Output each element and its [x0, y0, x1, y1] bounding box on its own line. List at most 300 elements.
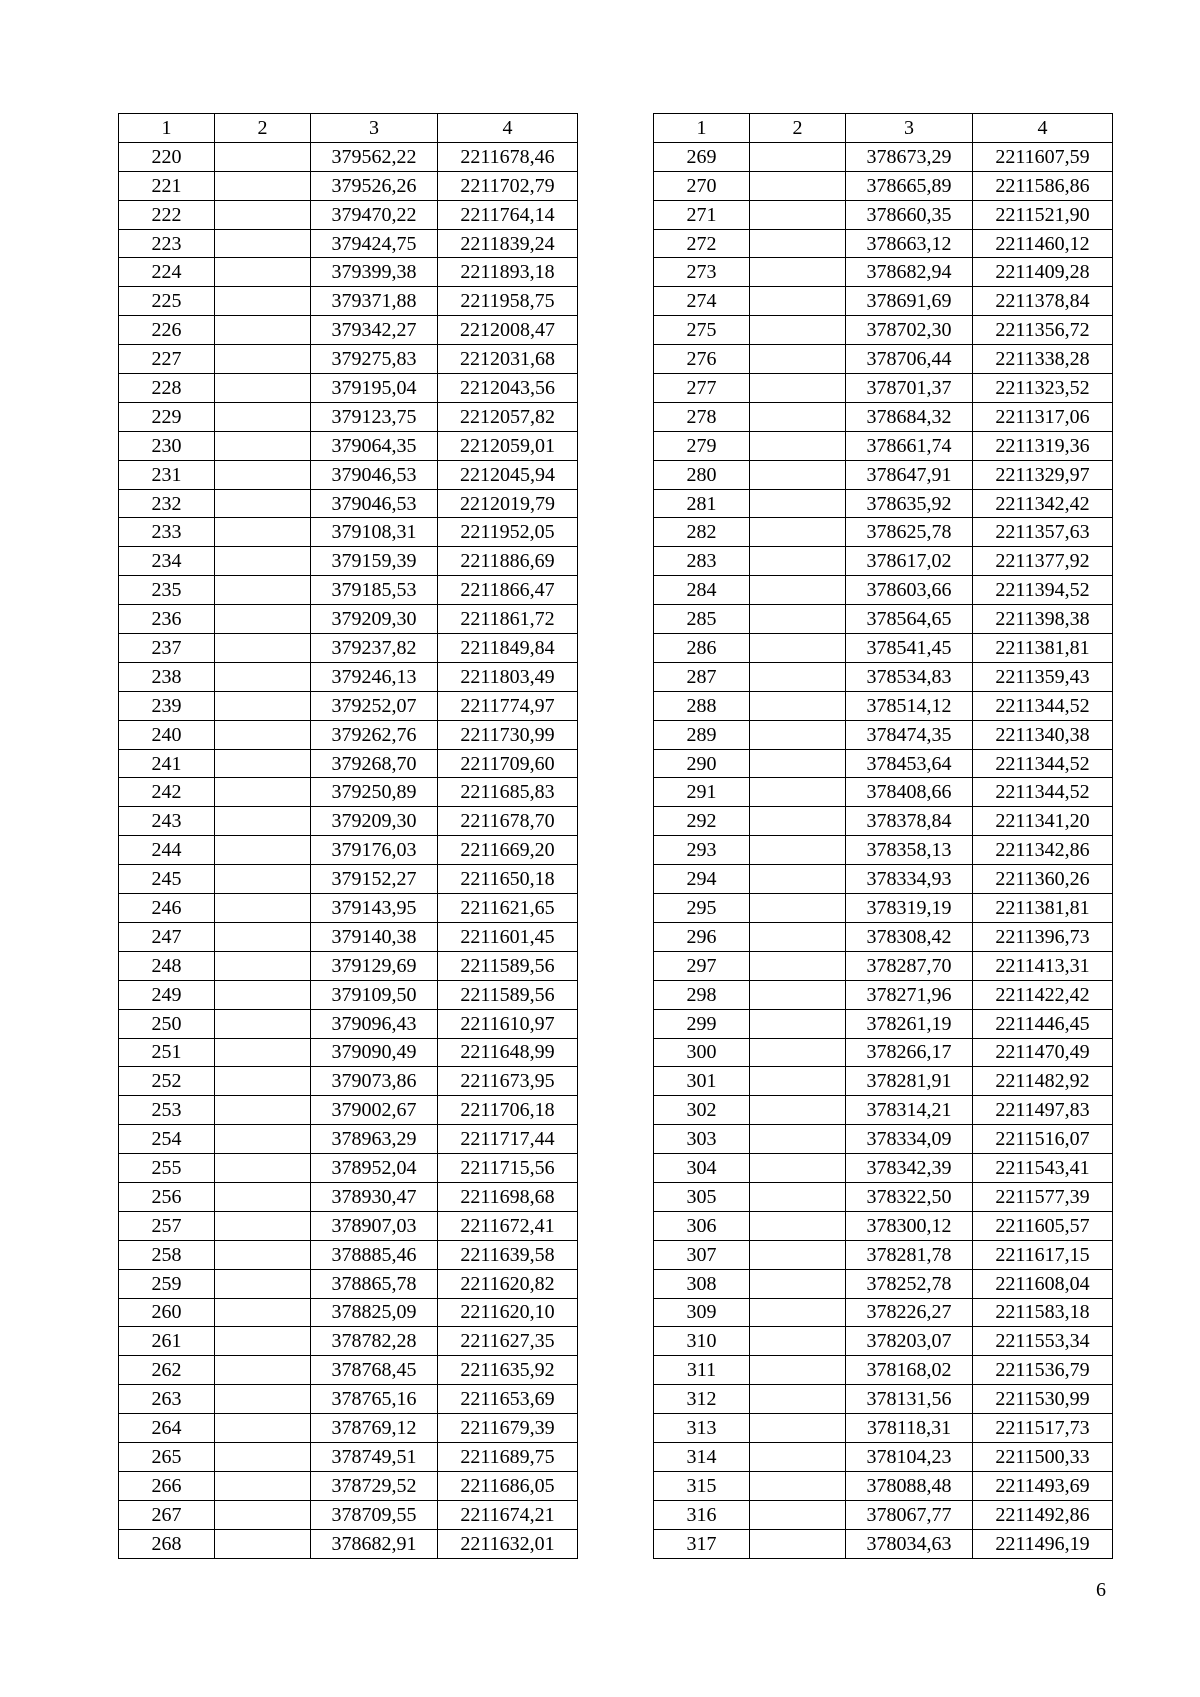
- x-coordinate-cell: 378682,94: [846, 258, 973, 287]
- point-number-cell: 227: [119, 345, 215, 374]
- empty-cell: [750, 1414, 846, 1443]
- x-coordinate-cell: 379262,76: [311, 720, 438, 749]
- empty-cell: [215, 1356, 311, 1385]
- table-row: [654, 402, 1113, 431]
- y-coordinate-cell: 2211381,81: [973, 894, 1113, 923]
- empty-cell: [215, 316, 311, 345]
- y-coordinate-cell: 2211394,52: [973, 576, 1113, 605]
- y-coordinate-cell: 2211669,20: [438, 836, 578, 865]
- header-cell-4: 4: [973, 114, 1113, 143]
- y-coordinate-cell: 2211702,79: [438, 171, 578, 200]
- table-row: [119, 778, 578, 807]
- table-row: [119, 460, 578, 489]
- x-coordinate-cell: 379209,30: [311, 605, 438, 634]
- y-coordinate-cell: 2211329,97: [973, 460, 1113, 489]
- table-row: [119, 1471, 578, 1500]
- y-coordinate-cell: 2211608,04: [973, 1269, 1113, 1298]
- empty-cell: [750, 316, 846, 345]
- x-coordinate-cell: 378453,64: [846, 749, 973, 778]
- point-number-cell: 244: [119, 836, 215, 865]
- table-row: [654, 1414, 1113, 1443]
- table-row: [119, 200, 578, 229]
- x-coordinate-cell: 378673,29: [846, 142, 973, 171]
- point-number-cell: 259: [119, 1269, 215, 1298]
- x-coordinate-cell: 378541,45: [846, 634, 973, 663]
- y-coordinate-cell: 2211377,92: [973, 547, 1113, 576]
- x-coordinate-cell: 378765,16: [311, 1385, 438, 1414]
- point-number-cell: 266: [119, 1471, 215, 1500]
- y-coordinate-cell: 2211620,82: [438, 1269, 578, 1298]
- empty-cell: [215, 547, 311, 576]
- y-coordinate-cell: 2211610,97: [438, 1009, 578, 1038]
- point-number-cell: 237: [119, 634, 215, 663]
- point-number-cell: 310: [654, 1327, 750, 1356]
- table-row: [654, 662, 1113, 691]
- x-coordinate-cell: 378358,13: [846, 836, 973, 865]
- x-coordinate-cell: 379562,22: [311, 142, 438, 171]
- table-row: [654, 1471, 1113, 1500]
- x-coordinate-cell: 379046,53: [311, 489, 438, 518]
- y-coordinate-cell: 2211493,69: [973, 1471, 1113, 1500]
- header-cell-2: 2: [750, 114, 846, 143]
- point-number-cell: 224: [119, 258, 215, 287]
- y-coordinate-cell: 2211673,95: [438, 1067, 578, 1096]
- point-number-cell: 304: [654, 1154, 750, 1183]
- point-number-cell: 268: [119, 1529, 215, 1558]
- y-coordinate-cell: 2211803,49: [438, 662, 578, 691]
- x-coordinate-cell: 378474,35: [846, 720, 973, 749]
- x-coordinate-cell: 378682,91: [311, 1529, 438, 1558]
- point-number-cell: 257: [119, 1211, 215, 1240]
- empty-cell: [750, 836, 846, 865]
- table-row: [119, 634, 578, 663]
- point-number-cell: 242: [119, 778, 215, 807]
- coordinates-table-left: [118, 113, 578, 1559]
- point-number-cell: 293: [654, 836, 750, 865]
- point-number-cell: 233: [119, 518, 215, 547]
- x-coordinate-cell: 378408,66: [846, 778, 973, 807]
- y-coordinate-cell: 2211536,79: [973, 1356, 1113, 1385]
- table-row: [119, 1269, 578, 1298]
- y-coordinate-cell: 2211764,14: [438, 200, 578, 229]
- x-coordinate-cell: 379195,04: [311, 374, 438, 403]
- y-coordinate-cell: 2211715,56: [438, 1154, 578, 1183]
- x-coordinate-cell: 379209,30: [311, 807, 438, 836]
- x-coordinate-cell: 379109,50: [311, 980, 438, 1009]
- y-coordinate-cell: 2211648,99: [438, 1038, 578, 1067]
- empty-cell: [215, 951, 311, 980]
- point-number-cell: 256: [119, 1182, 215, 1211]
- table-row: [119, 1529, 578, 1558]
- point-number-cell: 241: [119, 749, 215, 778]
- point-number-cell: 236: [119, 605, 215, 634]
- y-coordinate-cell: 2211674,21: [438, 1500, 578, 1529]
- table-row: [119, 374, 578, 403]
- table-row: [119, 1096, 578, 1125]
- empty-cell: [215, 836, 311, 865]
- table-row: [119, 1211, 578, 1240]
- point-number-cell: 277: [654, 374, 750, 403]
- x-coordinate-cell: 378131,56: [846, 1385, 973, 1414]
- x-coordinate-cell: 378952,04: [311, 1154, 438, 1183]
- table-row: [654, 1500, 1113, 1529]
- x-coordinate-cell: 378378,84: [846, 807, 973, 836]
- y-coordinate-cell: 2211413,31: [973, 951, 1113, 980]
- y-coordinate-cell: 2211357,63: [973, 518, 1113, 547]
- x-coordinate-cell: 379342,27: [311, 316, 438, 345]
- y-coordinate-cell: 2211422,42: [973, 980, 1113, 1009]
- y-coordinate-cell: 2212057,82: [438, 402, 578, 431]
- empty-cell: [215, 518, 311, 547]
- header-cell-3: 3: [846, 114, 973, 143]
- point-number-cell: 306: [654, 1211, 750, 1240]
- y-coordinate-cell: 2211589,56: [438, 951, 578, 980]
- x-coordinate-cell: 378603,66: [846, 576, 973, 605]
- x-coordinate-cell: 378088,48: [846, 1471, 973, 1500]
- empty-cell: [215, 1125, 311, 1154]
- empty-cell: [750, 576, 846, 605]
- table-row: [654, 1125, 1113, 1154]
- point-number-cell: 239: [119, 691, 215, 720]
- table-header-row: [654, 114, 1113, 143]
- table-row: [119, 1298, 578, 1327]
- empty-cell: [750, 1529, 846, 1558]
- empty-cell: [750, 1500, 846, 1529]
- point-number-cell: 271: [654, 200, 750, 229]
- header-cell-1: 1: [654, 114, 750, 143]
- empty-cell: [750, 287, 846, 316]
- x-coordinate-cell: 378168,02: [846, 1356, 973, 1385]
- y-coordinate-cell: 2211605,57: [973, 1211, 1113, 1240]
- table-row: [654, 1154, 1113, 1183]
- table-row: [119, 518, 578, 547]
- point-number-cell: 314: [654, 1442, 750, 1471]
- table-row: [654, 836, 1113, 865]
- table-row: [119, 807, 578, 836]
- empty-cell: [215, 1442, 311, 1471]
- point-number-cell: 254: [119, 1125, 215, 1154]
- point-number-cell: 315: [654, 1471, 750, 1500]
- point-number-cell: 235: [119, 576, 215, 605]
- page-number: 6: [1096, 1579, 1106, 1601]
- empty-cell: [215, 374, 311, 403]
- y-coordinate-cell: 2211698,68: [438, 1182, 578, 1211]
- table-row: [654, 229, 1113, 258]
- y-coordinate-cell: 2212059,01: [438, 431, 578, 460]
- x-coordinate-cell: 378266,17: [846, 1038, 973, 1067]
- y-coordinate-cell: 2211500,33: [973, 1442, 1113, 1471]
- y-coordinate-cell: 2211470,49: [973, 1038, 1113, 1067]
- empty-cell: [750, 1385, 846, 1414]
- x-coordinate-cell: 378885,46: [311, 1240, 438, 1269]
- y-coordinate-cell: 2211709,60: [438, 749, 578, 778]
- y-coordinate-cell: 2211323,52: [973, 374, 1113, 403]
- empty-cell: [215, 1067, 311, 1096]
- header-cell-4: 4: [438, 114, 578, 143]
- point-number-cell: 226: [119, 316, 215, 345]
- table-row: [119, 865, 578, 894]
- table-row: [119, 576, 578, 605]
- empty-cell: [215, 1385, 311, 1414]
- empty-cell: [215, 171, 311, 200]
- x-coordinate-cell: 378825,09: [311, 1298, 438, 1327]
- empty-cell: [750, 1298, 846, 1327]
- x-coordinate-cell: 378261,19: [846, 1009, 973, 1038]
- empty-cell: [750, 171, 846, 200]
- empty-cell: [215, 431, 311, 460]
- table-row: [119, 1182, 578, 1211]
- point-number-cell: 253: [119, 1096, 215, 1125]
- point-number-cell: 312: [654, 1385, 750, 1414]
- table-row: [654, 1067, 1113, 1096]
- y-coordinate-cell: 2211577,39: [973, 1182, 1113, 1211]
- empty-cell: [215, 691, 311, 720]
- table-row: [654, 1356, 1113, 1385]
- table-row: [119, 951, 578, 980]
- point-number-cell: 263: [119, 1385, 215, 1414]
- point-number-cell: 231: [119, 460, 215, 489]
- empty-cell: [215, 1240, 311, 1269]
- y-coordinate-cell: 2211635,92: [438, 1356, 578, 1385]
- table-row: [654, 142, 1113, 171]
- table-row: [654, 171, 1113, 200]
- table-row: [654, 1096, 1113, 1125]
- x-coordinate-cell: 378661,74: [846, 431, 973, 460]
- empty-cell: [750, 402, 846, 431]
- point-number-cell: 229: [119, 402, 215, 431]
- x-coordinate-cell: 378706,44: [846, 345, 973, 374]
- point-number-cell: 230: [119, 431, 215, 460]
- table-row: [654, 200, 1113, 229]
- y-coordinate-cell: 2211617,15: [973, 1240, 1113, 1269]
- point-number-cell: 247: [119, 922, 215, 951]
- point-number-cell: 246: [119, 894, 215, 923]
- x-coordinate-cell: 379108,31: [311, 518, 438, 547]
- x-coordinate-cell: 378067,77: [846, 1500, 973, 1529]
- y-coordinate-cell: 2211398,38: [973, 605, 1113, 634]
- x-coordinate-cell: 378768,45: [311, 1356, 438, 1385]
- x-coordinate-cell: 378564,65: [846, 605, 973, 634]
- point-number-cell: 307: [654, 1240, 750, 1269]
- empty-cell: [215, 576, 311, 605]
- y-coordinate-cell: 2211958,75: [438, 287, 578, 316]
- y-coordinate-cell: 2211678,70: [438, 807, 578, 836]
- y-coordinate-cell: 2212019,79: [438, 489, 578, 518]
- point-number-cell: 303: [654, 1125, 750, 1154]
- empty-cell: [750, 547, 846, 576]
- table-row: [654, 518, 1113, 547]
- x-coordinate-cell: 379073,86: [311, 1067, 438, 1096]
- empty-cell: [215, 865, 311, 894]
- table-row: [654, 316, 1113, 345]
- empty-cell: [215, 1211, 311, 1240]
- y-coordinate-cell: 2211639,58: [438, 1240, 578, 1269]
- x-coordinate-cell: 378691,69: [846, 287, 973, 316]
- table-row: [654, 720, 1113, 749]
- empty-cell: [215, 894, 311, 923]
- empty-cell: [750, 720, 846, 749]
- table-row: [654, 258, 1113, 287]
- point-number-cell: 292: [654, 807, 750, 836]
- table-row: [119, 1500, 578, 1529]
- table-row: [654, 1211, 1113, 1240]
- y-coordinate-cell: 2211685,83: [438, 778, 578, 807]
- empty-cell: [750, 374, 846, 403]
- table-row: [654, 980, 1113, 1009]
- x-coordinate-cell: 378534,83: [846, 662, 973, 691]
- x-coordinate-cell: 378907,03: [311, 1211, 438, 1240]
- x-coordinate-cell: 378709,55: [311, 1500, 438, 1529]
- point-number-cell: 270: [654, 171, 750, 200]
- empty-cell: [750, 1269, 846, 1298]
- x-coordinate-cell: 379470,22: [311, 200, 438, 229]
- x-coordinate-cell: 378663,12: [846, 229, 973, 258]
- empty-cell: [750, 865, 846, 894]
- point-number-cell: 264: [119, 1414, 215, 1443]
- x-coordinate-cell: 378308,42: [846, 922, 973, 951]
- y-coordinate-cell: 2211678,46: [438, 142, 578, 171]
- empty-cell: [215, 229, 311, 258]
- table-row: [654, 1298, 1113, 1327]
- point-number-cell: 245: [119, 865, 215, 894]
- point-number-cell: 285: [654, 605, 750, 634]
- table-row: [119, 345, 578, 374]
- point-number-cell: 276: [654, 345, 750, 374]
- x-coordinate-cell: 378271,96: [846, 980, 973, 1009]
- table-row: [654, 460, 1113, 489]
- table-row: [654, 374, 1113, 403]
- y-coordinate-cell: 2211460,12: [973, 229, 1113, 258]
- table-row: [119, 980, 578, 1009]
- x-coordinate-cell: 378300,12: [846, 1211, 973, 1240]
- point-number-cell: 248: [119, 951, 215, 980]
- x-coordinate-cell: 379002,67: [311, 1096, 438, 1125]
- table-row: [654, 894, 1113, 923]
- empty-cell: [750, 460, 846, 489]
- point-number-cell: 311: [654, 1356, 750, 1385]
- x-coordinate-cell: 378701,37: [846, 374, 973, 403]
- empty-cell: [750, 229, 846, 258]
- empty-cell: [750, 980, 846, 1009]
- empty-cell: [750, 894, 846, 923]
- point-number-cell: 308: [654, 1269, 750, 1298]
- empty-cell: [215, 807, 311, 836]
- x-coordinate-cell: 379140,38: [311, 922, 438, 951]
- x-coordinate-cell: 379371,88: [311, 287, 438, 316]
- table-row: [654, 922, 1113, 951]
- y-coordinate-cell: 2211717,44: [438, 1125, 578, 1154]
- table-row: [654, 1240, 1113, 1269]
- x-coordinate-cell: 379252,07: [311, 691, 438, 720]
- table-row: [119, 1356, 578, 1385]
- y-coordinate-cell: 2211839,24: [438, 229, 578, 258]
- table-row: [119, 229, 578, 258]
- x-coordinate-cell: 378342,39: [846, 1154, 973, 1183]
- empty-cell: [215, 287, 311, 316]
- y-coordinate-cell: 2211632,01: [438, 1529, 578, 1558]
- x-coordinate-cell: 378118,31: [846, 1414, 973, 1443]
- point-number-cell: 234: [119, 547, 215, 576]
- table-row: [654, 1327, 1113, 1356]
- y-coordinate-cell: 2211530,99: [973, 1385, 1113, 1414]
- table-row: [654, 605, 1113, 634]
- empty-cell: [215, 402, 311, 431]
- table-row: [654, 1038, 1113, 1067]
- empty-cell: [750, 489, 846, 518]
- table-row: [119, 1327, 578, 1356]
- y-coordinate-cell: 2211586,86: [973, 171, 1113, 200]
- point-number-cell: 295: [654, 894, 750, 923]
- table-row: [654, 634, 1113, 663]
- table-row: [119, 836, 578, 865]
- empty-cell: [750, 922, 846, 951]
- x-coordinate-cell: 378203,07: [846, 1327, 973, 1356]
- table-row: [119, 1009, 578, 1038]
- point-number-cell: 296: [654, 922, 750, 951]
- y-coordinate-cell: 2211650,18: [438, 865, 578, 894]
- point-number-cell: 238: [119, 662, 215, 691]
- empty-cell: [750, 691, 846, 720]
- empty-cell: [215, 1009, 311, 1038]
- point-number-cell: 282: [654, 518, 750, 547]
- empty-cell: [215, 1269, 311, 1298]
- table-row: [654, 287, 1113, 316]
- point-number-cell: 316: [654, 1500, 750, 1529]
- empty-cell: [215, 1096, 311, 1125]
- point-number-cell: 250: [119, 1009, 215, 1038]
- x-coordinate-cell: 378334,09: [846, 1125, 973, 1154]
- empty-cell: [750, 258, 846, 287]
- point-number-cell: 287: [654, 662, 750, 691]
- x-coordinate-cell: 379129,69: [311, 951, 438, 980]
- table-row: [119, 402, 578, 431]
- empty-cell: [750, 1471, 846, 1500]
- y-coordinate-cell: 2211849,84: [438, 634, 578, 663]
- y-coordinate-cell: 2211861,72: [438, 605, 578, 634]
- point-number-cell: 273: [654, 258, 750, 287]
- x-coordinate-cell: 379526,26: [311, 171, 438, 200]
- y-coordinate-cell: 2212031,68: [438, 345, 578, 374]
- x-coordinate-cell: 378963,29: [311, 1125, 438, 1154]
- header-cell-1: 1: [119, 114, 215, 143]
- empty-cell: [750, 951, 846, 980]
- point-number-cell: 267: [119, 1500, 215, 1529]
- x-coordinate-cell: 379152,27: [311, 865, 438, 894]
- y-coordinate-cell: 2211543,41: [973, 1154, 1113, 1183]
- point-number-cell: 243: [119, 807, 215, 836]
- y-coordinate-cell: 2211952,05: [438, 518, 578, 547]
- y-coordinate-cell: 2211774,97: [438, 691, 578, 720]
- point-number-cell: 297: [654, 951, 750, 980]
- point-number-cell: 280: [654, 460, 750, 489]
- x-coordinate-cell: 378647,91: [846, 460, 973, 489]
- empty-cell: [750, 345, 846, 374]
- x-coordinate-cell: 378782,28: [311, 1327, 438, 1356]
- empty-cell: [215, 1327, 311, 1356]
- y-coordinate-cell: 2211356,72: [973, 316, 1113, 345]
- y-coordinate-cell: 2211482,92: [973, 1067, 1113, 1096]
- point-number-cell: 291: [654, 778, 750, 807]
- y-coordinate-cell: 2211620,10: [438, 1298, 578, 1327]
- empty-cell: [750, 1038, 846, 1067]
- table-row: [119, 1442, 578, 1471]
- x-coordinate-cell: 378226,27: [846, 1298, 973, 1327]
- point-number-cell: 313: [654, 1414, 750, 1443]
- table-row: [119, 605, 578, 634]
- y-coordinate-cell: 2211381,81: [973, 634, 1113, 663]
- y-coordinate-cell: 2211621,65: [438, 894, 578, 923]
- table-row: [119, 287, 578, 316]
